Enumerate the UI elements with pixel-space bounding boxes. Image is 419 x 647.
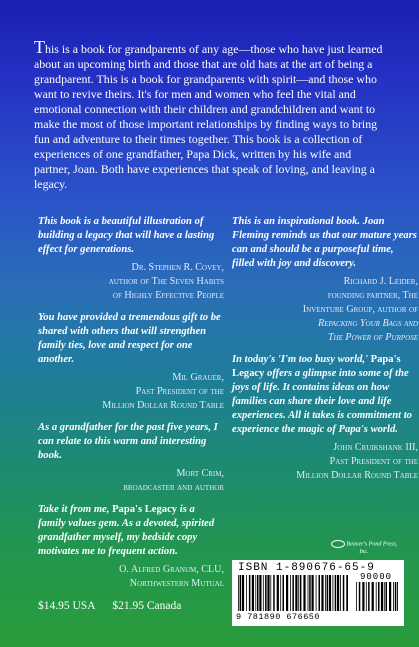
barcode-bar: [386, 582, 388, 611]
barcode-bar: [395, 582, 397, 611]
barcode-bar: [362, 582, 364, 611]
isbn-number: ISBN 1-890676-65-9: [238, 562, 375, 574]
addon-barcode-bars: [356, 582, 398, 611]
barcode-bar: [280, 575, 281, 611]
barcode-bar: [309, 575, 311, 611]
barcode-bar: [249, 575, 251, 611]
barcode-bar: [283, 575, 285, 611]
barcode-bar: [316, 575, 317, 611]
barcode-bar: [333, 575, 334, 611]
attribution-line: Past President of the: [329, 456, 418, 467]
endorsement-attribution: [232, 275, 418, 345]
attribution-line: Richard J. Leider,: [343, 276, 418, 287]
barcode-bar: [298, 575, 299, 611]
barcode-bar: [290, 575, 291, 611]
endorsement-attribution: [38, 467, 224, 495]
endorsement-attribution: [38, 563, 224, 591]
barcode-bar: [335, 575, 337, 611]
right-endorsements: [232, 215, 418, 491]
quote-text: is a family values gem. As a devoted, spirited grandfather myself, my bedside copy motivates me to frequent action.: [38, 504, 215, 557]
barcode-bar: [343, 575, 345, 611]
attribution-line: Repacking Your Bags and: [317, 318, 418, 329]
attribution-line: broadcaster and author: [123, 482, 224, 493]
barcode-bar: [308, 575, 309, 611]
endorsement-attribution: [232, 441, 418, 483]
barcode-bar: [389, 582, 391, 611]
endorsement-quote: As a grandfather for the past five years, I can relate to this warm and interesting book.: [38, 422, 218, 461]
price-canada: $21.95 Canada: [112, 600, 182, 612]
attribution-line: Dr. Stephen R. Covey,: [131, 262, 224, 273]
barcode-bar: [397, 582, 398, 611]
barcode-bar: [292, 575, 294, 611]
attribution-line: Past President of the: [135, 386, 224, 397]
barcode-bar: [319, 575, 321, 611]
barcode-bar: [325, 575, 326, 611]
attribution-line: The Power of Purpose: [327, 332, 418, 343]
barcode-bar: [277, 575, 279, 611]
attribution-line: John Cruikshank III,: [333, 442, 418, 453]
attribution-line: Mort Crim,: [176, 468, 224, 479]
barcode-bar: [384, 582, 385, 611]
barcode-bar: [346, 575, 348, 611]
ean-digits: 9 781890 676650: [236, 612, 321, 622]
endorsement-quote: You have provided a tremendous gift to be shared with others that will strengthen family ties, love and respect for one another.: [38, 312, 221, 365]
barcode-bar: [381, 582, 383, 611]
attribution-line: Million Dollar Round Table: [102, 400, 224, 411]
attribution-line: founding partner, The: [327, 290, 418, 301]
barcode-bar: [246, 575, 247, 611]
barcode-bar: [378, 582, 380, 611]
ean-barcode-bars: [238, 575, 348, 611]
barcode-bar: [340, 575, 341, 611]
barcode-bar: [263, 575, 264, 611]
barcode-bar: [240, 575, 242, 611]
publisher-logo: [328, 540, 400, 556]
barcode-bar: [393, 582, 394, 611]
barcode-bar: [376, 582, 377, 611]
barcode-bar: [356, 582, 357, 611]
attribution-line: O. Alfred Granum, CLU,: [119, 564, 224, 575]
isbn-barcode: [232, 560, 404, 626]
barcode-bar: [242, 575, 244, 611]
barcode-bar: [257, 575, 259, 611]
endorsement-quote: This is an inspirational book. Joan Fleming reminds us that our mature years can and should be a purposeful time, filled with joy and discovery.: [232, 216, 417, 269]
barcode-bar: [286, 575, 288, 611]
barcode-bar: [270, 575, 271, 611]
barcode-bar: [359, 582, 361, 611]
barcode-bar: [329, 575, 331, 611]
attribution-line: Mil Grauer,: [172, 372, 224, 383]
endorsement-quote: [38, 503, 224, 559]
barcode-bar: [300, 575, 302, 611]
barcode-bar: [372, 582, 374, 611]
barcode-bar: [265, 575, 267, 611]
price-line: [38, 600, 195, 612]
barcode-bar: [295, 575, 297, 611]
barcode-bar: [267, 575, 269, 611]
quote-text: offers a glimpse into some of the joys of life. It contains ideas on how families can share their love and life experiences. All it takes is commitment to experience the magic of Papa's world.: [232, 368, 412, 435]
quote-text: Take it from me,: [38, 504, 113, 515]
addon-code: 90000: [360, 572, 393, 582]
barcode-bar: [255, 575, 256, 611]
attribution-line: Million Dollar Round Table: [296, 470, 418, 481]
attribution-line: author of The Seven Habits: [108, 276, 224, 287]
price-usa: $14.95 USA: [38, 600, 96, 612]
attribution-line: Inventure Group, author of: [302, 304, 418, 315]
endorsement-attribution: [38, 261, 224, 303]
barcode-bar: [273, 575, 275, 611]
publisher-name: Beaver's Pond Press, Inc.: [346, 541, 398, 556]
blurb-text: his is a book for grandparents of any age—those who have just learned about an upcoming birth and those that are old hats at the art of being a grandparent. This is a book for grandparents with spirit—and those who want to revive theirs. It's for men and women who feel the vital and emotional connection with their children and grandchildren and want to make the most of those important relationships by finding ways to bring fun and adventure to their times together. This book is a collection of experiences of one grandfather, Papa Dick, written by his wife and partner, Joan. Both have experiences that speak of loving, and leaving a legacy.: [34, 42, 383, 191]
barcode-bar: [303, 575, 305, 611]
back-cover-blurb: [34, 37, 390, 192]
left-endorsements: [38, 215, 224, 599]
endorsement-quote: [232, 353, 418, 437]
endorsement-quote: This book is a beautiful illustration of building a legacy that will have a lasting effect for generations.: [38, 216, 215, 255]
barcode-bar: [337, 575, 339, 611]
barcode-bar: [312, 575, 314, 611]
barcode-bar: [321, 575, 323, 611]
book-title: Papa's Legacy: [232, 354, 401, 379]
quote-text: In today's 'I'm too busy world,': [232, 354, 371, 365]
attribution-line: of Highly Effective People: [112, 290, 224, 301]
drop-cap: T: [34, 37, 45, 57]
book-title: Papa's Legacy: [112, 504, 178, 515]
endorsement-attribution: [38, 371, 224, 413]
barcode-bar: [259, 575, 261, 611]
barcode-bar: [238, 575, 239, 611]
pond-icon: [331, 540, 345, 548]
barcode-bar: [368, 582, 370, 611]
attribution-line: Northwestern Mutual: [129, 578, 224, 589]
barcode-bar: [327, 575, 329, 611]
barcode-bar: [366, 582, 367, 611]
barcode-bar: [252, 575, 254, 611]
